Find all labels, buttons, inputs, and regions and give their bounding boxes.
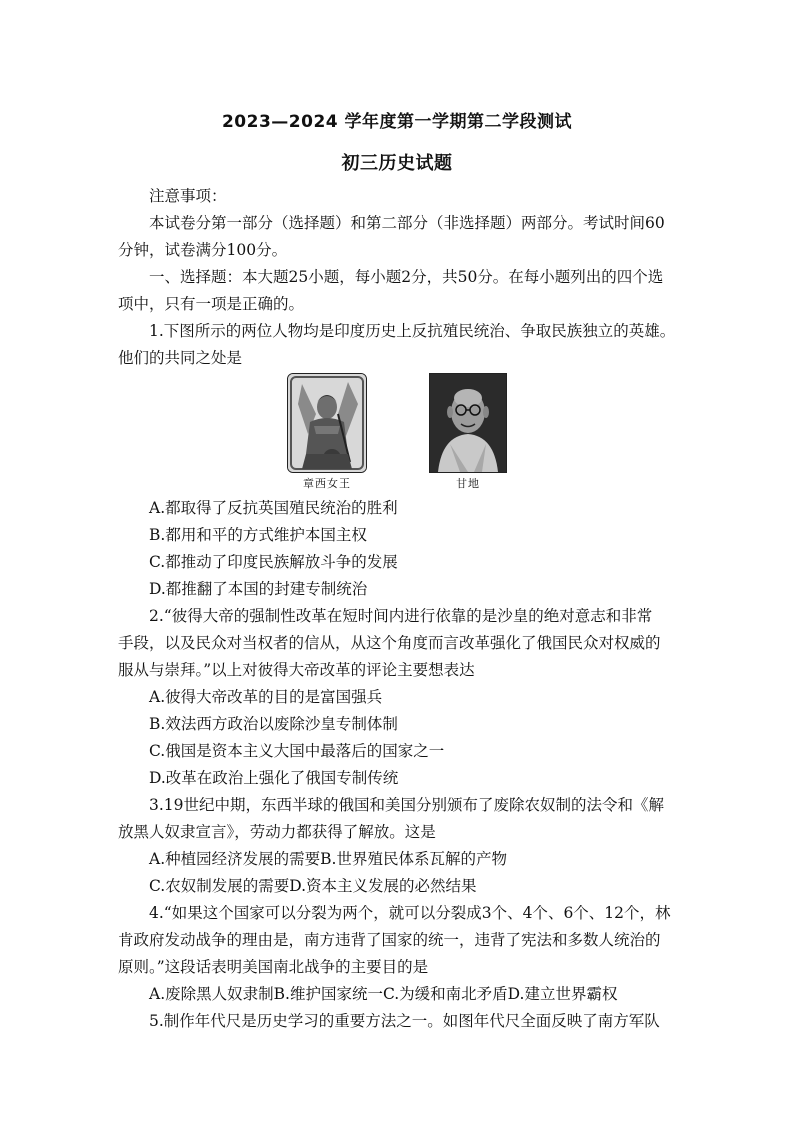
q1-line-1: 1.下图所示的两位人物均是印度历史上反抗殖民统治、争取民族独立的英雄。 — [149, 322, 676, 340]
caption-queen-jhansi: 章西女王 — [303, 477, 351, 490]
page-subtitle: 初三历史试题 — [341, 153, 453, 174]
q1-option-b: B.都用和平的方式维护本国主权 — [149, 526, 367, 544]
q4-line-1: 4.“如果这个国家可以分裂为两个，就可以分裂成3个、4个、6个、12个，林 — [149, 904, 671, 922]
q4-line-2: 肯政府发动战争的理由是，南方违背了国家的统一，违背了宪法和多数人统治的 — [118, 931, 661, 949]
figure-right — [429, 373, 507, 491]
notice-line-1: 本试卷分第一部分（选择题）和第二部分（非选择题）两部分。考试时间60 — [149, 214, 665, 232]
q3-option-ab: A.种植园经济发展的需要B.世界殖民体系瓦解的产物 — [149, 850, 507, 868]
q2-option-c: C.俄国是资本主义大国中最落后的国家之一 — [149, 742, 445, 760]
q2-option-b: B.效法西方政治以废除沙皇专制体制 — [149, 715, 398, 733]
q2-line-2: 手段，以及民众对当权者的信从，从这个角度而言改革强化了俄国民众对权威的 — [118, 634, 661, 652]
q1-option-d: D.都推翻了本国的封建专制统治 — [149, 580, 368, 598]
caption-gandhi: 甘地 — [456, 477, 480, 490]
section1-line-1: 一、选择题：本大题25小题，每小题2分，共50分。在每小题列出的四个选 — [149, 268, 664, 286]
q5-line-1: 5.制作年代尺是历史学习的重要方法之一。如图年代尺全面反映了南方军队 — [149, 1012, 660, 1030]
q1-option-a: A.都取得了反抗英国殖民统治的胜利 — [149, 499, 398, 517]
figure-left — [287, 373, 367, 491]
q3-option-cd: C.农奴制发展的需要D.资本主义发展的必然结果 — [149, 877, 477, 895]
section1-line-2: 项中，只有一项是正确的。 — [118, 295, 305, 313]
portrait-gandhi-image — [430, 374, 506, 472]
q2-line-1: 2.“彼得大帝的强制性改革在短时间内进行依靠的是沙皇的绝对意志和非常 — [149, 607, 653, 625]
q4-line-3: 原则。”这段话表明美国南北战争的主要目的是 — [118, 958, 429, 976]
notice-label: 注意事项： — [149, 187, 227, 205]
q1-line-2: 他们的共同之处是 — [118, 349, 243, 367]
q1-option-c: C.都推动了印度民族解放斗争的发展 — [149, 553, 398, 571]
portrait-gandhi — [429, 373, 507, 473]
page-title: 2023—2024 学年度第一学期第二学段测试 — [221, 112, 573, 132]
portrait-queen-jhansi — [287, 373, 367, 473]
portrait-queen-jhansi-image — [288, 374, 366, 472]
q2-option-d: D.改革在政治上强化了俄国专制传统 — [149, 769, 399, 787]
q4-options: A.废除黑人奴隶制B.维护国家统一C.为缓和南北矛盾D.建立世界霸权 — [149, 985, 618, 1003]
q2-line-3: 服从与崇拜。”以上对彼得大帝改革的评论主要想表达 — [118, 661, 475, 679]
q3-line-2: 放黑人奴隶宣言》，劳动力都获得了解放。这是 — [118, 823, 436, 841]
q3-line-1: 3.19世纪中期，东西半球的俄国和美国分别颁布了废除农奴制的法令和《解 — [149, 796, 665, 814]
q2-option-a: A.彼得大帝改革的目的是富国强兵 — [149, 688, 383, 706]
notice-line-2: 分钟，试卷满分100分。 — [118, 241, 288, 259]
